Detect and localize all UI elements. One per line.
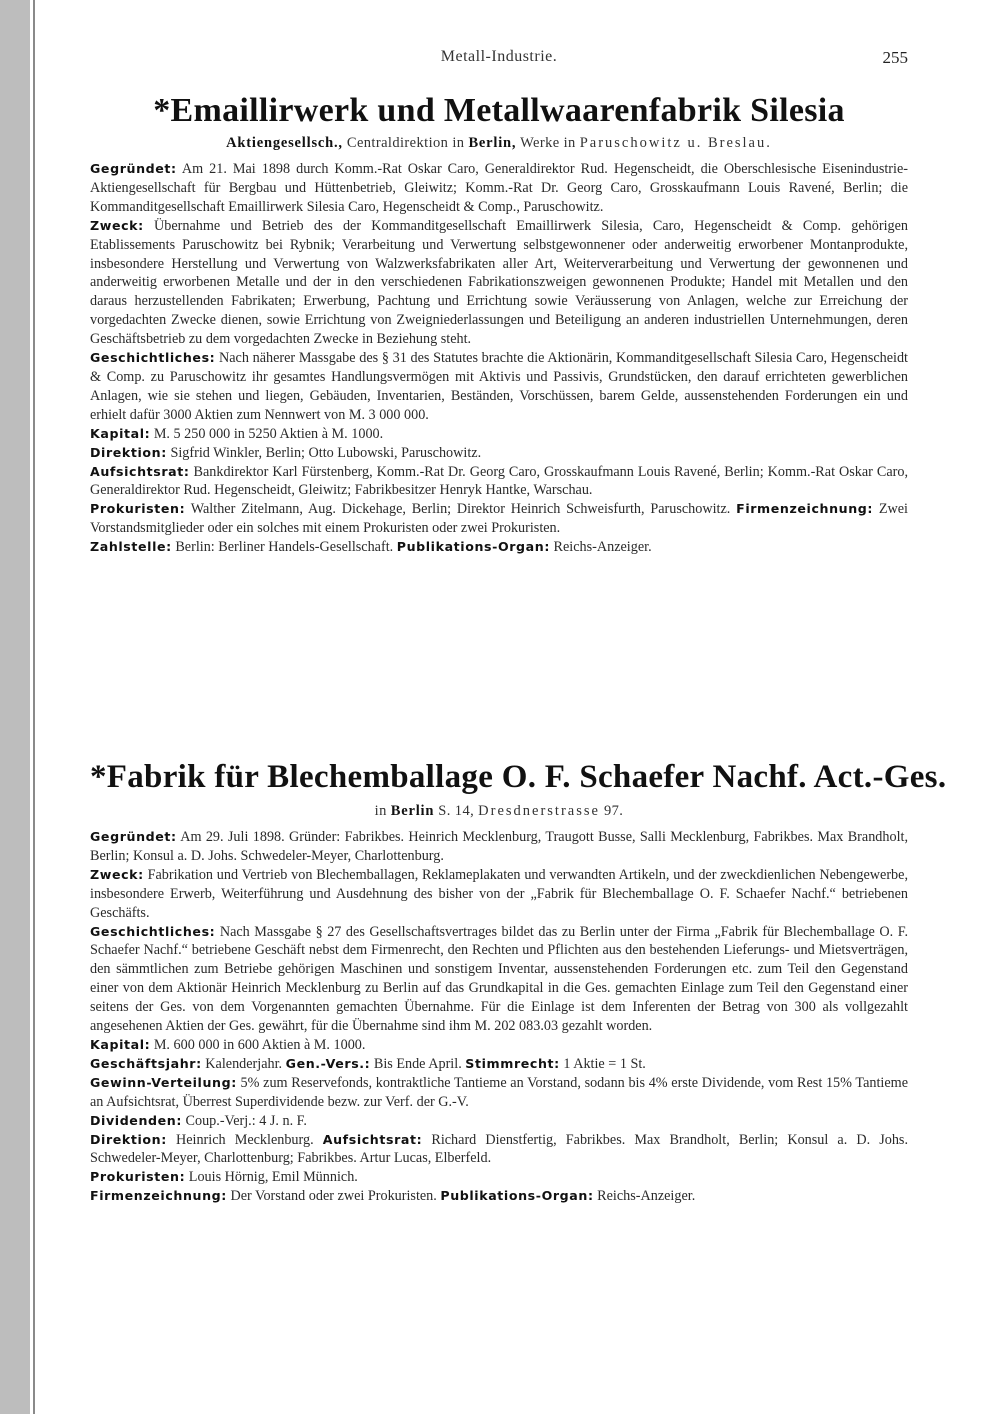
- company-entry-schaefer: [90, 756, 947, 1206]
- entry-geschichtliches: [90, 349, 908, 425]
- entry-label: Direktion:: [90, 1131, 167, 1147]
- entry-text: Berlin: Berliner Handels-Gesellschaft.: [171, 539, 394, 556]
- entry-direktion: [90, 444, 908, 463]
- entry-text: Bis Ende April.: [370, 1055, 462, 1072]
- entry-label-firmenzeichnung: Firmenzeichnung:: [736, 501, 874, 517]
- subtitle-text: Werke in: [516, 135, 580, 151]
- entry-text: M. 600 000 in 600 Aktien à M. 1000.: [150, 1036, 366, 1053]
- entry-zweck: [90, 217, 908, 349]
- entry-text: Sigfrid Winkler, Berlin; Otto Lubowski, Paruschowitz.: [166, 444, 482, 461]
- entry-label: Zahlstelle:: [90, 539, 172, 555]
- subtitle-legal-form: Aktiengesellsch.,: [226, 135, 343, 151]
- entry-text: Reichs-Anzeiger.: [593, 1188, 696, 1205]
- subtitle-city: Berlin: [390, 803, 435, 819]
- entry-label: Kapital:: [90, 1036, 151, 1052]
- entry-label: Geschichtliches:: [90, 350, 216, 366]
- entry-text: Am 29. Juli 1898. Gründer: Fabrikbes. Heinrich Mecklenburg, Traugott Busse, Salli Mecklenburg, Fabrikbes. Max Brandholt, Berlin; Konsul a. D. Johs. Schwedeler-Meyer, Charlottenburg.: [90, 829, 908, 864]
- entry-text: Am 21. Mai 1898 durch Komm.-Rat Oskar Caro, Generaldirektor Rud. Hegenscheidt, die Oberschlesische Eisenindustrie-Aktiengesellschaft für Bergbau und Hüttenbetrieb, Gleiwitz; Komm.-Rat Dr. Georg Caro, Grosskaufmann Louis Ravené, Berlin; die Kommanditgesellschaft Emaillirwerk Silesia Caro, Hegenscheidt & Comp., Paruschowitz.: [90, 161, 908, 215]
- subtitle-text: Centraldirektion in: [342, 135, 469, 151]
- entry-label: Geschichtliches:: [90, 923, 216, 939]
- entry-text: Nach Massgabe § 27 des Gesellschaftsvertrages bildet das zu Berlin unter der Firma „Fabrik für Blechemballage O. F. Schaefer Nachf.“ betriebene Geschäft nebst dem Firmenrecht, den Rechten und Pflichten aus den bestehenden Lieferungs- und Mietsverträgen, den sämmtlichen zum Betriebe gehörigen Maschinen und sonstigem Inventar, aussenstehenden Forderungen etc. zum Teil den Gegenstand einer von dem Aktionär Heinrich Mecklenburg zu Berlin auf das Grundkapital in die Ges. gemachten Einlage zum Teil den Gegenstand einer seitens der Ges. von dem Vorgenannten gemachten Übernahme. Für die Einlage ist dem Inferenten der Betrag von 300 als vollgezahlt angesehenen Aktien der Ges. gewährt, für die Übernahme sind ihm M. 202 083.03 gezahlt worden.: [90, 923, 908, 1035]
- entry-label: Geschäftsjahr:: [90, 1055, 202, 1071]
- entry-text: Übernahme und Betrieb des der Kommanditgesellschaft Emaillirwerk Silesia, Caro, Hegenscheidt & Comp. gehörigen Etablissements Paruschowitz bei Rybnik; Verarbeitung und Verwertung selbstgewonnener oder anderweitig erworbener Montanprodukte, insbesondere Herstellung und Verwertung von Walzwerksfabrikaten aller Art, Weiterverarbeitung und Verwertung der gewonnenen und anderweitig erworbenen Metalle und der in den verschiedenen Fabrikationszweigen gewonnenen Produkte; Handel mit Metallen und den daraus herzustellenden Fabrikaten; Erwerbung, Pachtung und Errichtung sowie Veräusserung von Anlagen, welche zur Erreichung der vorgedachten Zwecke dienen, sowie Errichtung von Zweigniederlassungen und Beteiligung an anderen industriellen Unternehmungen, deren Geschäftsbetrieb zu dem vorgedachten Zwecke in Beziehung steht.: [90, 217, 908, 348]
- entry-gegruendet: [90, 828, 908, 866]
- entry-label-publikations-organ: Publikations-Organ:: [396, 539, 550, 555]
- company-entry-silesia: [90, 90, 908, 557]
- entry-label-gen-vers: Gen.-Vers.:: [285, 1055, 371, 1071]
- entry-label: Prokuristen:: [90, 1169, 186, 1185]
- page-number: 255: [882, 48, 908, 67]
- entry-text: Louis Hörnig, Emil Münnich.: [185, 1169, 358, 1186]
- entry-label: Gegründet:: [90, 829, 177, 844]
- entry-geschaeftsjahr: [90, 1055, 908, 1074]
- entry-label: Gegründet:: [90, 161, 177, 176]
- entry-kapital: [90, 1036, 908, 1055]
- entry-text: Kalenderjahr.: [201, 1055, 283, 1072]
- entry-label: Gewinn-Verteilung:: [90, 1074, 237, 1090]
- entry-label-stimmrecht: Stimmrecht:: [465, 1055, 560, 1071]
- entry-text: M. 5 250 000 in 5250 Aktien à M. 1000.: [150, 425, 384, 442]
- entry-text: 1 Aktie = 1 St.: [559, 1055, 646, 1072]
- entry-list: [90, 160, 908, 557]
- company-subtitle: [90, 800, 908, 822]
- entry-label: Prokuristen:: [90, 501, 186, 517]
- entry-zweck: [90, 866, 908, 923]
- entry-text: Walther Zitelmann, Aug. Dickehage, Berlin; Direktor Heinrich Schweisfurth, Paruschowitz.: [185, 501, 731, 518]
- entry-label: Firmenzeichnung:: [90, 1188, 227, 1204]
- entry-label-publikations-organ: Publikations-Organ:: [440, 1188, 594, 1204]
- page-edge-shadow: [0, 0, 30, 1414]
- company-title: *Fabrik für Blechemballage O. F. Schaefer Nachf. Act.-Ges.: [90, 759, 947, 795]
- page-sheet: [90, 0, 947, 1414]
- company-title: *Emaillirwerk und Metallwaarenfabrik Silesia: [153, 92, 845, 129]
- entry-label: Dividenden:: [90, 1112, 182, 1128]
- entry-label-aufsichtsrat: Aufsichtsrat:: [322, 1131, 423, 1147]
- entry-label: Zweck:: [90, 217, 144, 233]
- entry-text: Reichs-Anzeiger.: [549, 539, 652, 556]
- entry-zahlstelle: [90, 538, 908, 557]
- entry-text: Heinrich Mecklenburg.: [166, 1131, 314, 1148]
- entry-geschichtliches: [90, 923, 908, 1036]
- page-edge-line: [33, 0, 35, 1414]
- entry-text: Richard Dienstfertig, Fabrikbes. Max Brandholt, Berlin; Konsul a. D. Johs. Schwedeler-Meyer, Charlottenburg; Fabrikbes. Artur Lucas, Elberfeld.: [90, 1131, 908, 1167]
- subtitle-text: in: [374, 803, 391, 819]
- subtitle-text: S. 14,: [434, 803, 479, 819]
- entry-text: Coup.-Verj.: 4 J. n. F.: [181, 1112, 307, 1129]
- entry-aufsichtsrat: [90, 463, 908, 501]
- company-subtitle: [90, 132, 908, 154]
- subtitle-city: Berlin,: [468, 135, 517, 151]
- entry-list: [90, 828, 908, 1206]
- subtitle-locations: Paruschowitz u. Breslau.: [579, 135, 772, 151]
- entry-label: Direktion:: [90, 444, 167, 460]
- entry-label: Zweck:: [90, 866, 144, 882]
- entry-text: Zwei Vorstandsmitglieder oder ein solches mit einem Prokuristen oder zwei Prokuristen.: [90, 501, 908, 537]
- subtitle-text: 97.: [599, 803, 624, 819]
- entry-text: Fabrikation und Vertrieb von Blechemballagen, Reklameplakaten und verwandten Artikeln, und der zweckdienlichen Nebengewerbe, insbesondere Erwerb, Weiterführung und Ausdehnung des bisher von der „Fabrik für Blechemballage O. F. Schaefer Nachf.“ betriebenen Geschäfts.: [90, 866, 908, 921]
- entry-text: Nach näherer Massgabe des § 31 des Statutes brachte die Aktionärin, Kommanditgesellschaft Silesia Caro, Hegenscheidt & Comp. zu Paruschowitz ihr gesamtes Handlungsvermögen mit Aktivis und Passivis, Grundstücken, den darauf errichteten gewerblichen Anlagen, wie sie stehen und liegen, Gebäuden, Inventarien, Beständen, Vorschüssen, barem Gelde, aussenstehenden Forderungen ein und erhielt dafür 3000 Aktien zum Nennwert von M. 3 000 000.: [90, 350, 908, 423]
- entry-gegruendet: [90, 160, 908, 217]
- entry-text: Der Vorstand oder zwei Prokuristen.: [226, 1188, 437, 1205]
- entry-text: Bankdirektor Karl Fürstenberg, Komm.-Rat Dr. Georg Caro, Grosskaufmann Louis Ravené, Berlin; Komm.-Rat Oskar Caro, Generaldirektor Rud. Hegenscheidt, Gleiwitz; Fabrikbesitzer Henryk Hantke, Warschau.: [90, 463, 908, 499]
- entry-kapital: [90, 425, 908, 444]
- entry-prokuristen: [90, 1168, 908, 1187]
- entry-text: 5% zum Reservefonds, kontraktliche Tantieme an Vorstand, sodann bis 4% erste Dividende, vom Rest 15% Tantieme an Aufsichtsrat, Überrest Superdividende bezw. zur Verf. der G.-V.: [90, 1074, 908, 1110]
- entry-firmenzeichnung: [90, 1187, 908, 1206]
- running-title: Metall-Industrie.: [440, 48, 558, 65]
- entry-direktion: [90, 1131, 908, 1169]
- entry-gewinn-verteilung: [90, 1074, 908, 1112]
- entry-label: Kapital:: [90, 425, 151, 441]
- entry-dividenden: [90, 1112, 908, 1131]
- subtitle-street: Dresdnerstrasse: [478, 803, 600, 819]
- running-header: [90, 48, 908, 72]
- entry-label: Aufsichtsrat:: [90, 463, 190, 479]
- entry-prokuristen: [90, 500, 908, 538]
